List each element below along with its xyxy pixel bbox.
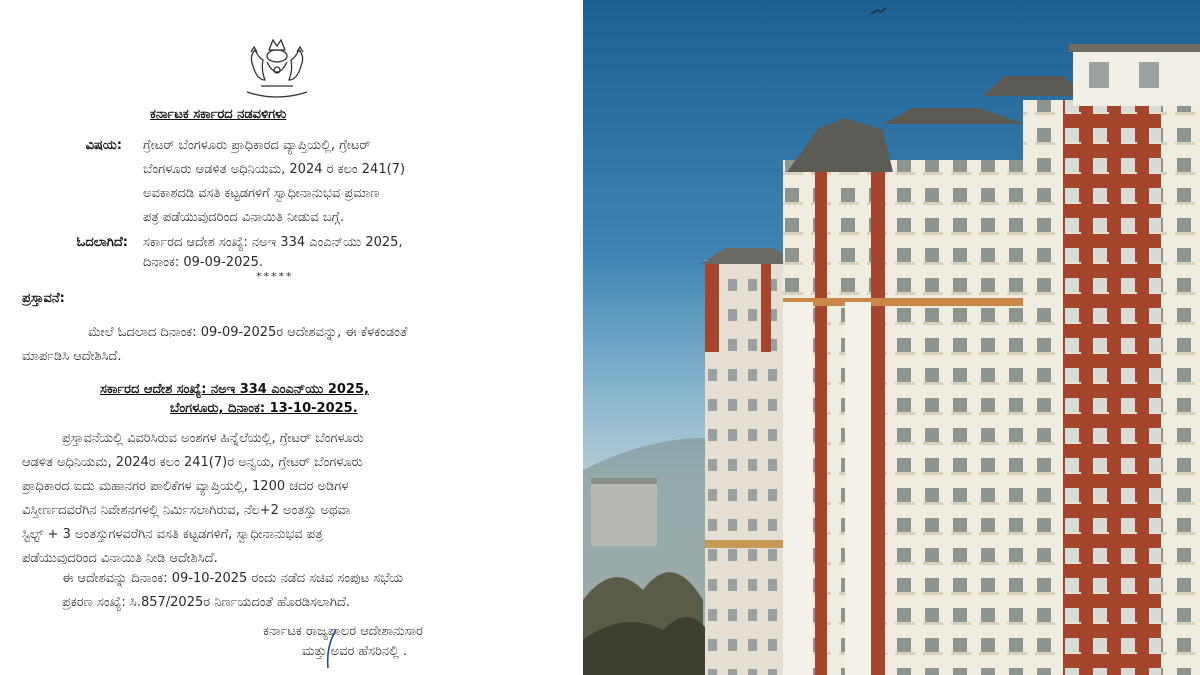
separator-stars: ***** [256, 270, 294, 283]
reference-line: ದಿನಾಂಕ: 09-09-2025. [143, 255, 264, 270]
subject-label: ವಿಷಯ: [85, 138, 122, 153]
order-number-heading: ಸರ್ಕಾರದ ಆದೇಶ ಸಂಖ್ಯೆ: ನಅಇ 334 ಎಂಎನ್‌ಯು 2025, [100, 382, 369, 397]
order-body-line: ಪಡೆಯುವುದರಿಂದ ವಿನಾಯಿತಿ ನೀಡಿ ಆದೇಶಿಸಿದೆ. [22, 551, 218, 566]
signature-line: ಮತ್ತು ಅವರ ಹೆಸರಿನಲ್ಲಿ . [302, 644, 408, 659]
preamble-label: ಪ್ರಸ್ತಾವನೆ: [22, 291, 65, 306]
reference-label: ಓದಲಾಗಿದೆ: [76, 235, 128, 250]
apartment-buildings-photo [583, 0, 1200, 675]
order-body-line: ಆಡಳಿತ ಅಧಿನಿಯಮ, 2024ರ ಕಲಂ 241(7)ರ ಅನ್ವಯ, ಗ್ರೇಟರ್ ಬೆಂಗಳೂರು [22, 455, 363, 470]
issue-line: ಪ್ರಕರಣ ಸಂಖ್ಯೆ: ಸಿ.857/2025ರ ನಿರ್ಣಯದಂತೆ ಹೊರಡಿಸಲಾಗಿದೆ. [62, 595, 351, 610]
subject-line: ಬೆಂಗಳೂರು ಆಡಳಿತ ಅಧಿನಿಯಮ, 2024 ರ ಕಲಂ 241(7) [143, 162, 406, 177]
reference-line: ಸರ್ಕಾರದ ಆದೇಶ ಸಂಖ್ಯೆ: ನಅಇ 334 ಎಂಎನ್‌ಯು 2025, [143, 235, 403, 250]
subject-line: ಗ್ರೇಟರ್ ಬೆಂಗಳೂರು ಪ್ರಾಧಿಕಾರದ ವ್ಯಾಪ್ತಿಯಲ್ಲಿ, ಗ್ರೇಟರ್ [143, 138, 371, 153]
signature-stroke-icon [320, 628, 342, 670]
tree-canopy [583, 572, 713, 675]
state-emblem-icon [241, 36, 313, 102]
issue-line: ಈ ಆದೇಶವನ್ನು ದಿನಾಂಕ: 09-10-2025 ರಂದು ನಡೆದ ಸಚಿವ ಸಂಪುಟ ಸಭೆಯ [62, 571, 404, 586]
order-body-line: ಸ್ಟಿಲ್ಟ್ + 3 ಅಂತಸ್ತುಗಳವರೆಗಿನ ವಸತಿ ಕಟ್ಟಡಗಳಿಗೆ, ಸ್ವಾಧೀನಾನುಭವ ಪತ್ರ [22, 527, 323, 542]
bird-icon [871, 8, 886, 14]
order-body-line: ಪ್ರಸ್ತಾವನೆಯಲ್ಲಿ ವಿವರಿಸಿರುವ ಅಂಶಗಳ ಹಿನ್ನೆಲೆಯಲ್ಲಿ, ಗ್ರೇಟರ್ ಬೆಂಗಳೂರು [62, 431, 364, 446]
preamble-line: ಮಾರ್ಪಡಿಸಿ ಆದೇಶಿಸಿದೆ. [22, 349, 122, 364]
order-date-heading: ಬೆಂಗಳೂರು, ದಿನಾಂಕ: 13-10-2025. [170, 401, 358, 416]
main-tower [783, 108, 1025, 675]
apartment-towers-illustration [583, 0, 1200, 675]
order-body-line: ವಿಸ್ತೀರ್ಣದವರೆಗಿನ ನಿವೇಶನಗಳಲ್ಲಿ ನಿರ್ಮಿಸಲಾಗಿರುವ, ನೆಲ+2 ಅಂತಸ್ತು ಅಥವಾ [22, 503, 351, 518]
subject-line: ಅವಕಾಶದಡಿ ವಸತಿ ಕಟ್ಟಡಗಳಿಗೆ ಸ್ವಾಧೀನಾನುಭವ ಪ್ರಮಾಣ [143, 186, 380, 201]
government-order-document [0, 0, 583, 675]
subject-line: ಪತ್ರ ಪಡೆಯುವುದರಿಂದ ವಿನಾಯಿತಿ ನೀಡುವ ಬಗ್ಗೆ. [143, 210, 345, 225]
document-heading: ಕರ್ನಾಟಕ ಸರ್ಕಾರದ ನಡವಳಿಗಳು [150, 107, 287, 122]
preamble-line: ಮೇಲೆ ಓದಲಾದ ದಿನಾಂಕ: 09-09-2025ರ ಆದೇಶವನ್ನು, ಈ ಕೆಳಕಂಡಂತೆ [88, 325, 408, 340]
distant-tower [591, 482, 657, 546]
order-body-line: ಪ್ರಾಧಿಕಾರದ ಐದು ಮಹಾನಗರ ಪಾಲಿಕೆಗಳ ವ್ಯಾಪ್ತಿಯಲ್ಲಿ, 1200 ಚದರ ಅಡಿಗಳ [22, 479, 349, 494]
signature-line: ಕರ್ನಾಟಕ ರಾಜ್ಯಪಾಲರ ಆದೇಶಾನುಸಾರ [263, 624, 423, 639]
